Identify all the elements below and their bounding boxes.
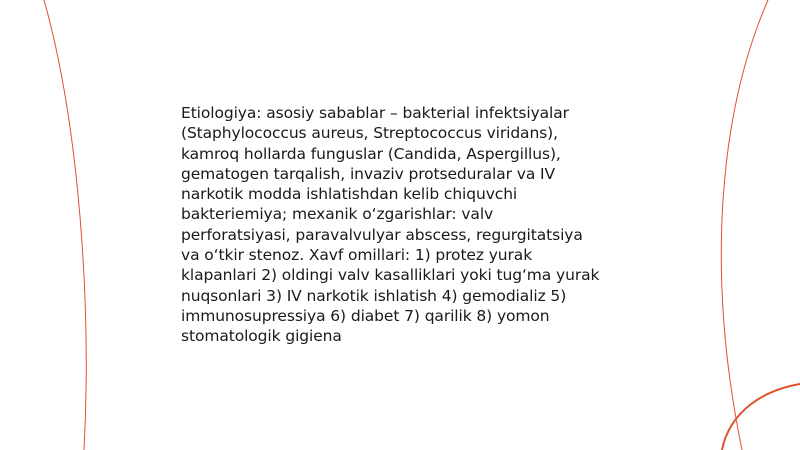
body-text: Etiologiya: asosiy sabablar – bakterial infektsiyalar (Staphylococcus aureus, Streptococcus viridans), kamroq hollarda funguslar (Candida, Aspergillus), gematogen tarqalish, invaziv protseduralar va IV narkotik modda ishlatishdan kelib chiquvchi bakteriemiya; mexanik o‘zgarishlar: valv perforatsiyasi, paravalvulyar abscess, regurgitatsiya va o‘tkir stenoz. Xavf omillari: 1) protez yurak klapanlari 2) oldingi valv kasalliklari yoki tug‘ma yurak nuqsonlari 3) IV narkotik ishlatish 4) gemodializ 5) immunosupressiya 6) diabet 7) qarilik 8) yomon stomatologik gigiena — [181, 104, 600, 346]
left-curve-line — [44, 0, 86, 450]
right-curve-thick-line — [722, 384, 800, 450]
right-curve-line — [721, 0, 768, 450]
